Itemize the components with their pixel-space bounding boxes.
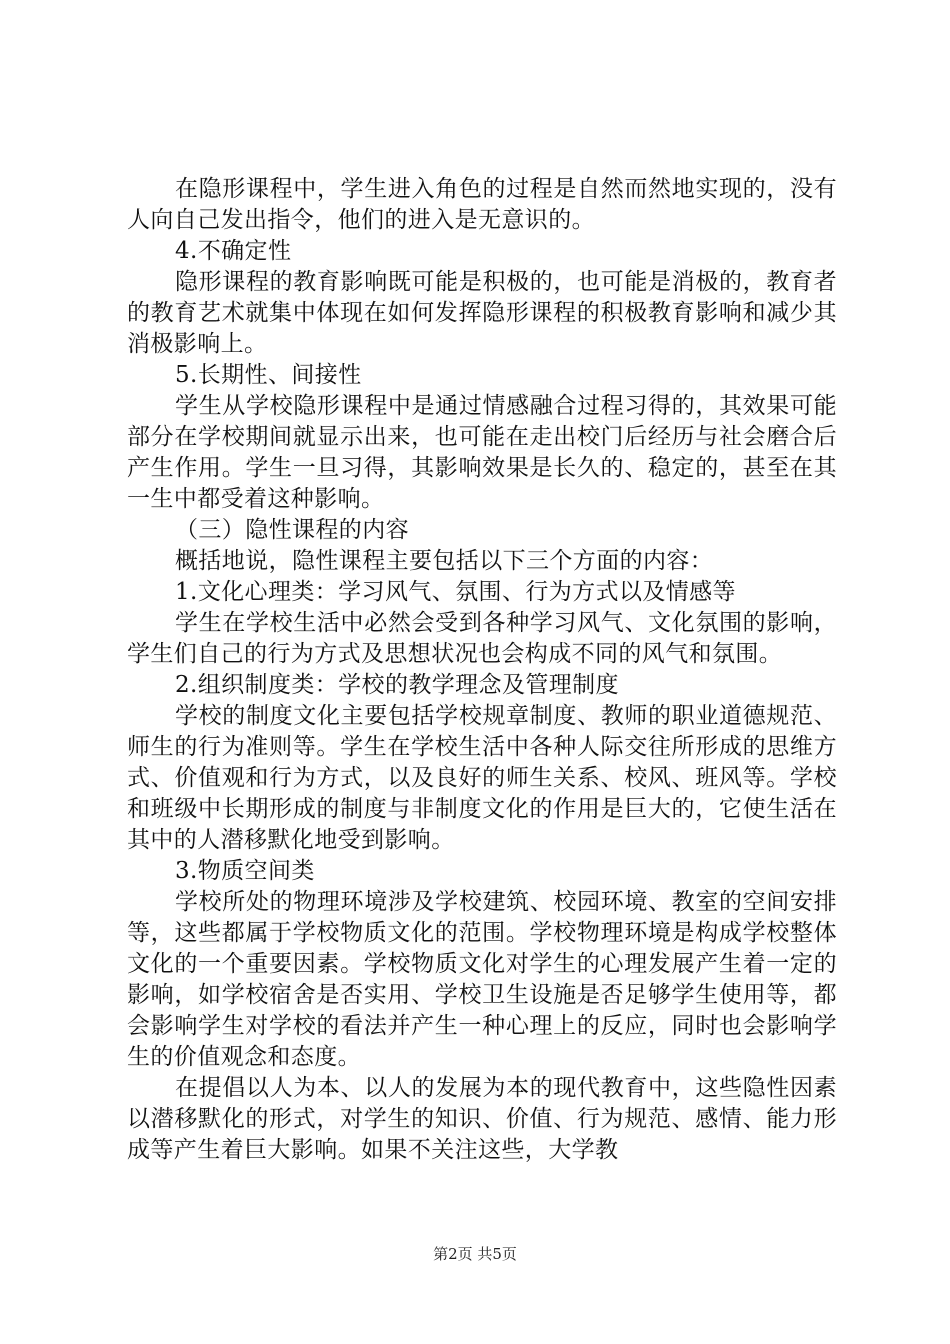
document-body [127,174,837,1166]
section-heading: 4.不确定性 [175,238,292,264]
paragraph: 在隐形课程中，学生进入角色的过程是自然而然地实现的，没有人向自己发出指令，他们的进入是无意识的。 [127,176,837,233]
section-heading: 2.组织制度类：学校的教学理念及管理制度 [175,672,619,698]
section-heading: （三）隐性课程的内容 [175,517,409,543]
paragraph: 学校所处的物理环境涉及学校建筑、校园环境、教室的空间安排等，这些都属于学校物质文化的范围。学校物理环境是构成学校整体文化的一个重要因素。学校物质文化对学生的心理发展产生着一定的影响，如学校宿舍是否实用、学校卫生设施是否足够学生使用等，都会影响学生对学校的看法并产生一种心理上的反应，同时也会影响学生的价值观念和态度。 [127,889,837,1070]
paragraph: 学生在学校生活中必然会受到各种学习风气、文化氛围的影响，学生们自己的行为方式及思想状况也会构成不同的风气和氛围。 [127,610,837,667]
paragraph: 概括地说，隐性课程主要包括以下三个方面的内容： [175,548,714,574]
section-heading: 5.长期性、间接性 [175,362,362,388]
section-heading: 1.文化心理类：学习风气、氛围、行为方式以及情感等 [175,579,736,605]
section-heading: 3.物质空间类 [175,858,315,884]
paragraph: 学校的制度文化主要包括学校规章制度、教师的职业道德规范、师生的行为准则等。学生在学校生活中各种人际交往所形成的思维方式、价值观和行为方式，以及良好的师生关系、校风、班风等。学校和班级中长期形成的制度与非制度文化的作用是巨大的，它使生活在其中的人潜移默化地受到影响。 [127,703,837,853]
paragraph: 学生从学校隐形课程中是通过情感融合过程习得的，其效果可能部分在学校期间就显示出来，也可能在走出校门后经历与社会磨合后产生作用。学生一旦习得，其影响效果是长久的、稳定的，甚至在其一生中都受着这种影响。 [127,393,837,512]
paragraph: 隐形课程的教育影响既可能是积极的，也可能是消极的，教育者的教育艺术就集中体现在如何发挥隐形课程的积极教育影响和减少其消极影响上。 [127,269,837,357]
paragraph: 在提倡以人为本、以人的发展为本的现代教育中，这些隐性因素以潜移默化的形式，对学生的知识、价值、行为规范、感情、能力形成等产生着巨大影响。如果不关注这些，大学教 [127,1075,837,1163]
page-number-footer: 第2页 共5页 [433,1245,517,1263]
